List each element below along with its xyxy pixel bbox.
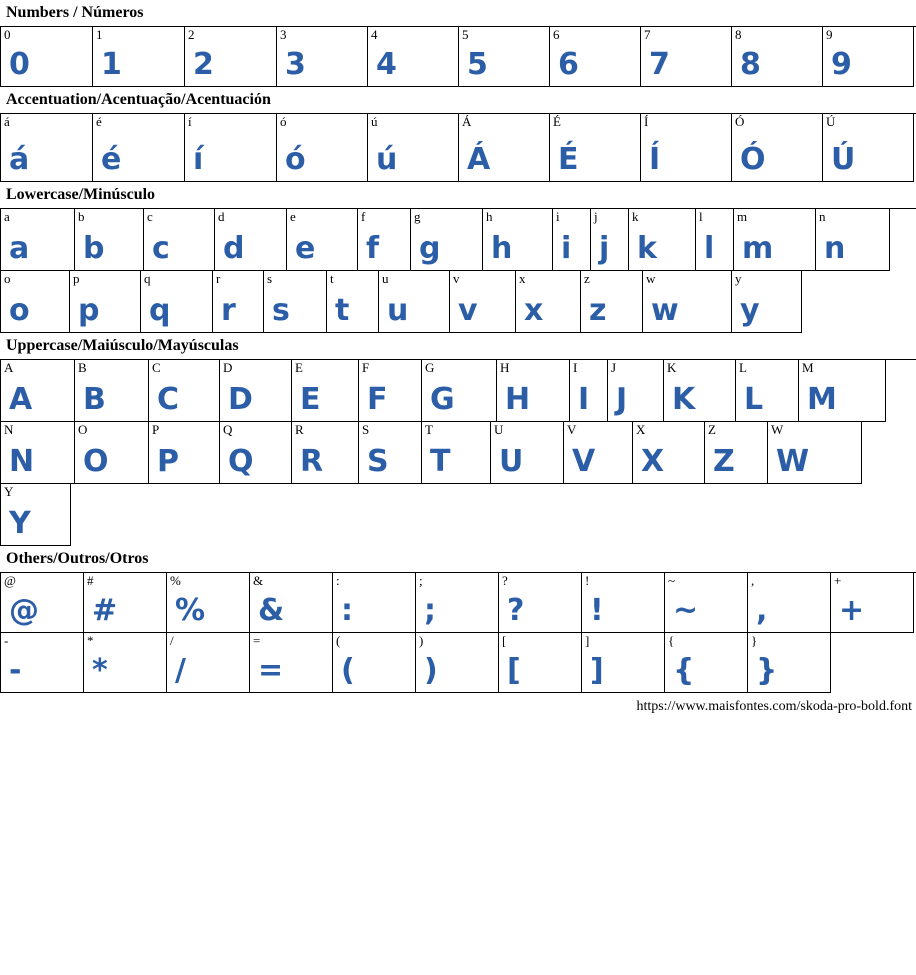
glyph-sample: & bbox=[258, 593, 285, 628]
glyph-sample: í bbox=[193, 142, 204, 177]
glyph-label: : bbox=[336, 573, 340, 588]
glyph-cell bbox=[732, 114, 823, 182]
glyph-sample: P bbox=[157, 444, 179, 479]
glyph-sample: k bbox=[637, 231, 657, 266]
glyph-cell bbox=[75, 209, 144, 271]
glyph-label: ú bbox=[371, 114, 378, 129]
glyph-label: % bbox=[170, 573, 181, 588]
glyph-label: F bbox=[362, 360, 370, 375]
glyph-sample: @ bbox=[9, 593, 39, 628]
glyph-sample: d bbox=[223, 231, 245, 266]
glyph-cell bbox=[416, 633, 499, 693]
glyph-sample: Í bbox=[649, 142, 661, 177]
glyph-cell bbox=[705, 422, 768, 484]
glyph-cell bbox=[1, 422, 75, 484]
glyph-sample: 4 bbox=[376, 47, 397, 82]
glyph-cell bbox=[368, 27, 459, 87]
glyph-label: b bbox=[78, 209, 85, 224]
glyph-label: v bbox=[453, 271, 460, 286]
glyph-label: E bbox=[295, 360, 303, 375]
glyph-cell bbox=[368, 114, 459, 182]
glyph-sample: t bbox=[335, 293, 350, 328]
glyph-label: Í bbox=[644, 114, 649, 129]
glyph-label: Y bbox=[4, 484, 14, 499]
source-url: https://www.maisfontes.com/skoda-pro-bold.font bbox=[636, 699, 912, 714]
glyph-sample: Ó bbox=[740, 142, 766, 177]
others-grid bbox=[0, 572, 916, 693]
glyph-cell bbox=[732, 271, 802, 333]
section-title-lowercase: Lowercase/Minúsculo bbox=[6, 186, 156, 203]
glyph-sample: Y bbox=[9, 506, 31, 541]
glyph-label: C bbox=[152, 360, 161, 375]
glyph-label: V bbox=[567, 422, 577, 437]
glyph-label: h bbox=[486, 209, 493, 224]
glyph-label: é bbox=[96, 114, 102, 129]
glyph-sample: K bbox=[672, 382, 696, 417]
glyph-sample: [ bbox=[507, 653, 521, 688]
glyph-cell bbox=[491, 422, 564, 484]
glyph-cell bbox=[213, 271, 264, 333]
glyph-sample: R bbox=[300, 444, 324, 479]
glyph-cell bbox=[459, 114, 550, 182]
glyph-cell bbox=[1, 27, 93, 87]
glyph-label: B bbox=[78, 360, 87, 375]
lowercase-grid bbox=[0, 208, 916, 333]
glyph-cell bbox=[149, 360, 220, 422]
glyph-label: M bbox=[802, 360, 814, 375]
glyph-sample: ! bbox=[590, 593, 604, 628]
glyph-cell bbox=[831, 573, 914, 633]
glyph-label: m bbox=[737, 209, 748, 224]
glyph-cell bbox=[416, 573, 499, 633]
glyph-cell bbox=[732, 27, 823, 87]
glyph-sample: s bbox=[272, 293, 290, 328]
glyph-cell bbox=[144, 209, 215, 271]
glyph-cell bbox=[277, 114, 368, 182]
glyph-label: e bbox=[290, 209, 296, 224]
glyph-sample: a bbox=[9, 231, 30, 266]
glyph-label: ( bbox=[336, 633, 341, 648]
glyph-sample: ( bbox=[341, 653, 355, 688]
glyph-sample: 3 bbox=[285, 47, 306, 82]
glyph-sample: ó bbox=[285, 142, 306, 177]
glyph-sample: r bbox=[221, 293, 236, 328]
glyph-cell bbox=[748, 573, 831, 633]
glyph-label: D bbox=[223, 360, 233, 375]
glyph-cell bbox=[292, 360, 359, 422]
section-others bbox=[0, 546, 916, 693]
section-lowercase bbox=[0, 182, 916, 333]
glyph-cell bbox=[1, 271, 70, 333]
glyph-label: S bbox=[362, 422, 370, 437]
glyph-sample: 5 bbox=[467, 47, 488, 82]
glyph-label: d bbox=[218, 209, 225, 224]
glyph-cell bbox=[516, 271, 581, 333]
glyph-label: Q bbox=[223, 422, 233, 437]
glyph-label: ; bbox=[419, 573, 423, 588]
glyph-label: I bbox=[573, 360, 578, 375]
glyph-sample: g bbox=[419, 231, 441, 266]
glyph-sample: S bbox=[367, 444, 389, 479]
glyph-sample: ; bbox=[424, 593, 436, 628]
glyph-cell bbox=[570, 360, 608, 422]
glyph-cell bbox=[141, 271, 213, 333]
glyph-label: ] bbox=[585, 633, 590, 648]
glyph-sample: * bbox=[92, 653, 108, 688]
glyph-sample: n bbox=[824, 231, 846, 266]
glyph-label: W bbox=[771, 422, 784, 437]
glyph-cell bbox=[220, 360, 292, 422]
glyph-sample: Ú bbox=[831, 142, 856, 177]
glyph-label: o bbox=[4, 271, 11, 286]
glyph-cell bbox=[629, 209, 696, 271]
glyph-label: # bbox=[87, 573, 94, 588]
glyph-label: í bbox=[188, 114, 192, 129]
glyph-cell bbox=[553, 209, 591, 271]
glyph-label: n bbox=[819, 209, 826, 224]
glyph-sample: á bbox=[9, 142, 30, 177]
glyph-cell bbox=[359, 422, 422, 484]
glyph-sample: w bbox=[651, 293, 679, 328]
glyph-sample: l bbox=[704, 231, 715, 266]
glyph-cell bbox=[483, 209, 553, 271]
glyph-sample: F bbox=[367, 382, 388, 417]
glyph-label: A bbox=[4, 360, 14, 375]
glyph-sample: b bbox=[83, 231, 105, 266]
glyph-sample: C bbox=[157, 382, 180, 417]
glyph-label: R bbox=[295, 422, 304, 437]
section-title-others: Others/Outros/Otros bbox=[6, 550, 149, 567]
glyph-cell bbox=[633, 422, 705, 484]
glyph-sample: , bbox=[756, 593, 768, 628]
glyph-sample: x bbox=[524, 293, 544, 328]
section-numbers bbox=[0, 0, 916, 87]
glyph-label: / bbox=[170, 633, 174, 648]
glyph-cell bbox=[564, 422, 633, 484]
glyph-cell bbox=[1, 573, 84, 633]
glyph-label: ) bbox=[419, 633, 424, 648]
glyph-label: x bbox=[519, 271, 526, 286]
glyph-label: G bbox=[425, 360, 435, 375]
glyph-sample: q bbox=[149, 293, 171, 328]
glyph-sample: / bbox=[175, 653, 186, 688]
glyph-sample: = bbox=[258, 653, 284, 688]
glyph-label: t bbox=[330, 271, 334, 286]
glyph-sample: } bbox=[756, 653, 778, 688]
glyph-sample: 0 bbox=[9, 47, 30, 82]
glyph-label: 1 bbox=[96, 27, 103, 42]
glyph-sample: c bbox=[152, 231, 170, 266]
glyph-sample: h bbox=[491, 231, 513, 266]
glyph-cell bbox=[581, 271, 643, 333]
glyph-label: y bbox=[735, 271, 742, 286]
glyph-cell bbox=[167, 573, 250, 633]
glyph-label: Ó bbox=[735, 114, 745, 129]
section-uppercase bbox=[0, 333, 916, 546]
glyph-label: f bbox=[361, 209, 366, 224]
glyph-sample: Q bbox=[228, 444, 254, 479]
glyph-sample: T bbox=[430, 444, 451, 479]
glyph-label: X bbox=[636, 422, 646, 437]
glyph-label: z bbox=[584, 271, 590, 286]
glyph-label: 2 bbox=[188, 27, 195, 42]
glyph-sample: 1 bbox=[101, 47, 122, 82]
glyph-cell bbox=[215, 209, 287, 271]
accentuation-grid bbox=[0, 113, 916, 182]
glyph-cell bbox=[75, 422, 149, 484]
glyph-label: Á bbox=[462, 114, 472, 129]
glyph-cell bbox=[70, 271, 141, 333]
glyph-label: s bbox=[267, 271, 273, 286]
glyph-label: j bbox=[594, 209, 598, 224]
glyph-sample: 8 bbox=[740, 47, 761, 82]
glyph-label: N bbox=[4, 422, 14, 437]
glyph-sample: ú bbox=[376, 142, 398, 177]
glyph-cell bbox=[84, 573, 167, 633]
glyph-cell bbox=[497, 360, 570, 422]
glyph-label: J bbox=[611, 360, 617, 375]
glyph-cell bbox=[93, 114, 185, 182]
glyph-cell bbox=[823, 27, 914, 87]
glyph-cell bbox=[84, 633, 167, 693]
glyph-label: g bbox=[414, 209, 421, 224]
glyph-sample: J bbox=[616, 382, 628, 417]
glyph-sample: I bbox=[578, 382, 590, 417]
glyph-cell bbox=[582, 573, 665, 633]
glyph-cell bbox=[220, 422, 292, 484]
glyph-sample: H bbox=[505, 382, 531, 417]
glyph-sample: 6 bbox=[558, 47, 579, 82]
glyph-label: a bbox=[4, 209, 10, 224]
glyph-sample: + bbox=[839, 593, 865, 628]
glyph-sample: E bbox=[300, 382, 321, 417]
glyph-cell bbox=[264, 271, 327, 333]
glyph-sample: ~ bbox=[673, 593, 699, 628]
glyph-sample: ) bbox=[424, 653, 438, 688]
glyph-label: Z bbox=[708, 422, 716, 437]
glyph-sample: e bbox=[295, 231, 316, 266]
glyph-cell bbox=[499, 633, 582, 693]
glyph-cell bbox=[664, 360, 736, 422]
glyph-cell bbox=[799, 360, 886, 422]
glyph-sample: D bbox=[228, 382, 253, 417]
glyph-cell bbox=[185, 114, 277, 182]
glyph-sample: Z bbox=[713, 444, 735, 479]
glyph-label: H bbox=[500, 360, 510, 375]
glyph-cell bbox=[333, 633, 416, 693]
glyph-label: @ bbox=[4, 573, 16, 588]
glyph-cell bbox=[1, 114, 93, 182]
glyph-sample: % bbox=[175, 593, 206, 628]
glyph-sample: O bbox=[83, 444, 109, 479]
glyph-cell bbox=[768, 422, 862, 484]
glyph-cell bbox=[185, 27, 277, 87]
glyph-label: { bbox=[668, 633, 675, 648]
glyph-sample: o bbox=[9, 293, 30, 328]
section-title-numbers: Numbers / Números bbox=[6, 4, 144, 21]
glyph-label: + bbox=[834, 573, 842, 588]
glyph-sample: - bbox=[9, 653, 22, 688]
glyph-label: , bbox=[751, 573, 755, 588]
glyph-cell bbox=[823, 114, 914, 182]
glyph-cell bbox=[499, 573, 582, 633]
glyph-cell bbox=[550, 114, 641, 182]
glyph-label: i bbox=[556, 209, 560, 224]
section-title-accentuation: Accentuation/Acentuação/Acentuación bbox=[6, 91, 271, 108]
glyph-cell bbox=[327, 271, 379, 333]
glyph-label: P bbox=[152, 422, 160, 437]
numbers-grid bbox=[0, 26, 916, 87]
glyph-sample: { bbox=[673, 653, 695, 688]
glyph-label: u bbox=[382, 271, 389, 286]
glyph-label: k bbox=[632, 209, 639, 224]
glyph-cell bbox=[734, 209, 816, 271]
glyph-sample: Á bbox=[467, 142, 491, 177]
glyph-sample: N bbox=[9, 444, 35, 479]
glyph-label: O bbox=[78, 422, 88, 437]
glyph-label: p bbox=[73, 271, 80, 286]
glyph-label: 7 bbox=[644, 27, 651, 42]
glyph-cell bbox=[287, 209, 358, 271]
glyph-sample: p bbox=[78, 293, 100, 328]
glyph-sample: é bbox=[101, 142, 122, 177]
glyph-label: 5 bbox=[462, 27, 469, 42]
glyph-cell bbox=[149, 422, 220, 484]
glyph-cell bbox=[736, 360, 799, 422]
glyph-label: 8 bbox=[735, 27, 742, 42]
glyph-label: É bbox=[553, 114, 561, 129]
glyph-sample: 9 bbox=[831, 47, 852, 82]
glyph-cell bbox=[1, 633, 84, 693]
glyph-cell bbox=[358, 209, 411, 271]
glyph-cell bbox=[643, 271, 732, 333]
glyph-label: ? bbox=[502, 573, 508, 588]
glyph-cell bbox=[1, 484, 71, 546]
glyph-label: 6 bbox=[553, 27, 560, 42]
glyph-sample: 2 bbox=[193, 47, 214, 82]
glyph-sample: X bbox=[641, 444, 665, 479]
glyph-sample: v bbox=[458, 293, 478, 328]
glyph-sample: j bbox=[599, 231, 610, 266]
glyph-cell bbox=[591, 209, 629, 271]
glyph-sample: V bbox=[572, 444, 596, 479]
glyph-cell bbox=[422, 360, 497, 422]
glyph-cell bbox=[665, 573, 748, 633]
glyph-cell bbox=[359, 360, 422, 422]
glyph-sample: f bbox=[366, 231, 380, 266]
glyph-sample: z bbox=[589, 293, 607, 328]
glyph-label: * bbox=[87, 633, 94, 648]
glyph-label: K bbox=[667, 360, 677, 375]
glyph-sample: u bbox=[387, 293, 409, 328]
glyph-label: = bbox=[253, 633, 261, 648]
glyph-label: - bbox=[4, 633, 9, 648]
glyph-cell bbox=[450, 271, 516, 333]
glyph-sample: L bbox=[744, 382, 764, 417]
glyph-label: ! bbox=[585, 573, 590, 588]
glyph-cell bbox=[550, 27, 641, 87]
glyph-cell bbox=[75, 360, 149, 422]
glyph-label: á bbox=[4, 114, 10, 129]
glyph-sample: y bbox=[740, 293, 760, 328]
glyph-cell bbox=[333, 573, 416, 633]
glyph-sample: B bbox=[83, 382, 106, 417]
glyph-cell bbox=[422, 422, 491, 484]
glyph-cell bbox=[292, 422, 359, 484]
glyph-cell bbox=[696, 209, 734, 271]
glyph-cell bbox=[582, 633, 665, 693]
glyph-cell bbox=[459, 27, 550, 87]
glyph-cell bbox=[608, 360, 664, 422]
section-accentuation bbox=[0, 87, 916, 182]
glyph-label: } bbox=[751, 633, 758, 648]
glyph-label: 0 bbox=[4, 27, 11, 42]
glyph-sample: ] bbox=[590, 653, 604, 688]
section-title-uppercase: Uppercase/Maiúsculo/Mayúsculas bbox=[6, 337, 239, 354]
glyph-cell bbox=[167, 633, 250, 693]
glyph-sample: É bbox=[558, 142, 579, 177]
glyph-label: L bbox=[739, 360, 747, 375]
glyph-label: T bbox=[425, 422, 433, 437]
glyph-sample: G bbox=[430, 382, 455, 417]
glyph-cell bbox=[379, 271, 450, 333]
glyph-label: r bbox=[216, 271, 221, 286]
glyph-sample: A bbox=[9, 382, 33, 417]
glyph-cell bbox=[1, 209, 75, 271]
glyph-cell bbox=[93, 27, 185, 87]
glyph-label: ó bbox=[280, 114, 287, 129]
glyph-cell bbox=[250, 633, 333, 693]
glyph-label: 9 bbox=[826, 27, 833, 42]
glyph-label: Ú bbox=[826, 114, 836, 129]
glyph-sample: M bbox=[807, 382, 837, 417]
glyph-cell bbox=[1, 360, 75, 422]
glyph-label: 4 bbox=[371, 27, 378, 42]
glyph-cell bbox=[641, 27, 732, 87]
glyph-cell bbox=[748, 633, 831, 693]
glyph-label: c bbox=[147, 209, 153, 224]
glyph-sample: U bbox=[499, 444, 524, 479]
glyph-label: 3 bbox=[280, 27, 287, 42]
glyph-sample: : bbox=[341, 593, 353, 628]
glyph-sample: m bbox=[742, 231, 774, 266]
glyph-label: q bbox=[144, 271, 151, 286]
glyph-cell bbox=[816, 209, 890, 271]
glyph-sample: 7 bbox=[649, 47, 670, 82]
glyph-sample: W bbox=[776, 444, 810, 479]
glyph-sample: ? bbox=[507, 593, 525, 628]
glyph-label: & bbox=[253, 573, 264, 588]
glyph-label: ~ bbox=[668, 573, 676, 588]
glyph-cell bbox=[277, 27, 368, 87]
glyph-cell bbox=[250, 573, 333, 633]
glyph-sample: # bbox=[92, 593, 118, 628]
glyph-cell bbox=[665, 633, 748, 693]
glyph-cell bbox=[641, 114, 732, 182]
uppercase-grid bbox=[0, 359, 916, 546]
glyph-sample: i bbox=[561, 231, 572, 266]
glyph-label: U bbox=[494, 422, 504, 437]
glyph-cell bbox=[411, 209, 483, 271]
glyph-label: l bbox=[699, 209, 703, 224]
glyph-label: [ bbox=[502, 633, 507, 648]
glyph-label: w bbox=[646, 271, 656, 286]
